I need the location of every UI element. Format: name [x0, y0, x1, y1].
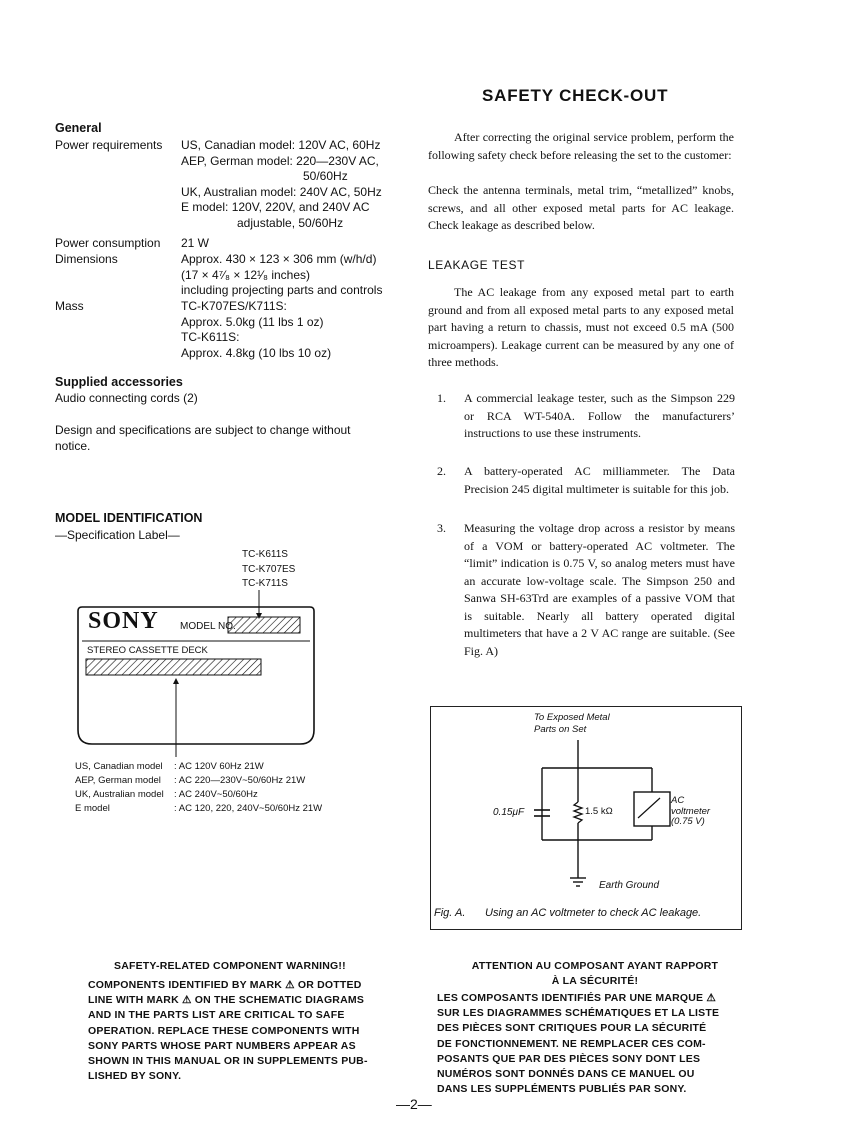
warning-en-body: COMPONENTS IDENTIFIED BY MARK ⚠ OR DOTTED LINE WITH MARK ⚠ ON THE SCHEMATIC DIAGRAMS AND IN THE PARTS LIST ARE CRITICAL TO SAFE OPERATION. REPLACE THESE COMPONENTS WITH SONY PARTS WHOSE PART NUMBERS APPEAR AS SHOWN IN THIS MANUAL OR IN SUPPLEMENTS PUB- LISHED BY SONY.: [88, 979, 368, 1083]
sony-logo: SONY: [88, 608, 159, 634]
accessories-heading: Supplied accessories: [55, 375, 183, 389]
design-note: Design and specifications are subject to change without notice.: [55, 423, 351, 453]
ground-label: Earth Ground: [599, 880, 660, 891]
safety-intro-2: Check the antenna terminals, metal trim, “metallized” knobs, screws, and all other exposed metal parts for AC leakage. Check leakage as described below.: [428, 183, 734, 232]
method-2-number: 2.: [437, 464, 446, 478]
method-3-text: Measuring the voltage drop across a resistor by means of a VOM or battery-operated AC voltmeter. The “limit” indication is 0.75 V, so analog meters must have an accurate low-voltage scale. The Simpson 250 and Sanwa SH-63Trd are examples of a passive VOM that is suitable. Nearly all battery operated digital multimeters that have a 2 V AC range are suitable. (See Fig. A): [464, 521, 735, 658]
method-1-text: A commercial leakage tester, such as the Simpson 229 or RCA WT-540A. Follow the manufacturers’ instructions to use these instruments.: [464, 391, 735, 440]
spec-label-mass: Mass: [55, 299, 84, 313]
safety-title: SAFETY CHECK-OUT: [482, 86, 669, 105]
spec-label-power-req: Power requirements: [55, 138, 163, 152]
warning-en-title: SAFETY-RELATED COMPONENT WARNING!!: [114, 960, 346, 972]
accessories-text: Audio connecting cords (2): [55, 391, 198, 405]
method-1-number: 1.: [437, 391, 446, 405]
leakage-paragraph: The AC leakage from any exposed metal part to earth ground and from all exposed metal parts to any exposed metal part having a return to chassis, must not exceed 0.5 mA (500 microampers). Leakage current can be measured by any one of three methods.: [428, 285, 734, 369]
model-id-subheading: —Specification Label—: [55, 528, 180, 542]
warning-fr-title: ATTENTION AU COMPOSANT AYANT RAPPORT À LA SÉCURITÉ!: [471, 960, 719, 988]
power-values: : AC 120V 60Hz 21W : AC 220—230V~50/60Hz 21W : AC 240V~50/60Hz : AC 120, 220, 240V~50/60Hz 21W: [174, 761, 323, 814]
spec-label-power-consumption: Power consumption: [55, 236, 161, 250]
safety-intro: After correcting the original service problem, perform the following safety check before releasing the set to the customer:: [428, 130, 734, 162]
spec-label-dimensions: Dimensions: [55, 252, 118, 266]
resistor-label: 1.5 kΩ: [585, 806, 613, 817]
capacitor-label: 0.15μF: [493, 807, 525, 818]
model-id-heading: MODEL IDENTIFICATION: [55, 511, 203, 525]
method-3-number: 3.: [437, 521, 446, 535]
spec-value-power-req: US, Canadian model: 120V AC, 60Hz AEP, German model: 220—230V AC, 50/60Hz UK, Australian model: 240V AC, 50Hz E model: 120V, 220V, and 240V AC adjustable, 50/60Hz: [181, 138, 382, 230]
spec-value-mass: TC-K707ES/K711S: Approx. 5.0kg (11 lbs 1 oz) TC-K611S: Approx. 4.8kg (10 lbs 10 oz): [181, 299, 332, 360]
warning-fr-body: LES COMPOSANTS IDENTIFIÉS PAR UNE MARQUE ⚠ SUR LES DIAGRAMMES SCHÉMATIQUES ET LA LISTE DES PIÈCES SONT CRITIQUES POUR LA SÉCURITÉ DE FONCTIONNEMENT. NE REMPLACER CES COM- POSANTS QUE PAR DES PIÈCES SONY DONT LES NUMÉROS SONT DONNÉS DANS CE MANUEL OU DANS LES SUPPLÉMENTS PUBLIÉS PAR SONY.: [437, 992, 720, 1096]
label-model-no: MODEL NO.: [180, 621, 236, 632]
method-2-text: A battery-operated AC milliammeter. The Data Precision 245 digital multimeter is suitable for this job.: [464, 464, 735, 496]
spec-value-power-consumption: 21 W: [181, 236, 210, 250]
page-number: —2—: [396, 1096, 432, 1112]
model-list: TC-K611S TC-K707ES TC-K711S: [242, 549, 296, 589]
figure-top-label: To Exposed Metal Parts on Set: [534, 712, 610, 735]
label-product-name: STEREO CASSETTE DECK: [87, 645, 208, 656]
leakage-heading: LEAKAGE TEST: [428, 258, 526, 272]
spec-value-dimensions: Approx. 430 × 123 × 306 mm (w/h/d) (17 × 4⁷⁄₈ × 12¹⁄₈ inches) including projecting parts and controls: [181, 252, 383, 297]
general-heading: General: [55, 121, 102, 135]
power-regions: US, Canadian model AEP, German model UK, Australian model E model: [75, 761, 164, 814]
figure-caption-text: Using an AC voltmeter to check AC leakage.: [485, 907, 702, 919]
voltmeter-label: AC voltmeter (0.75 V): [671, 795, 711, 827]
figure-caption-label: Fig. A.: [434, 907, 466, 919]
